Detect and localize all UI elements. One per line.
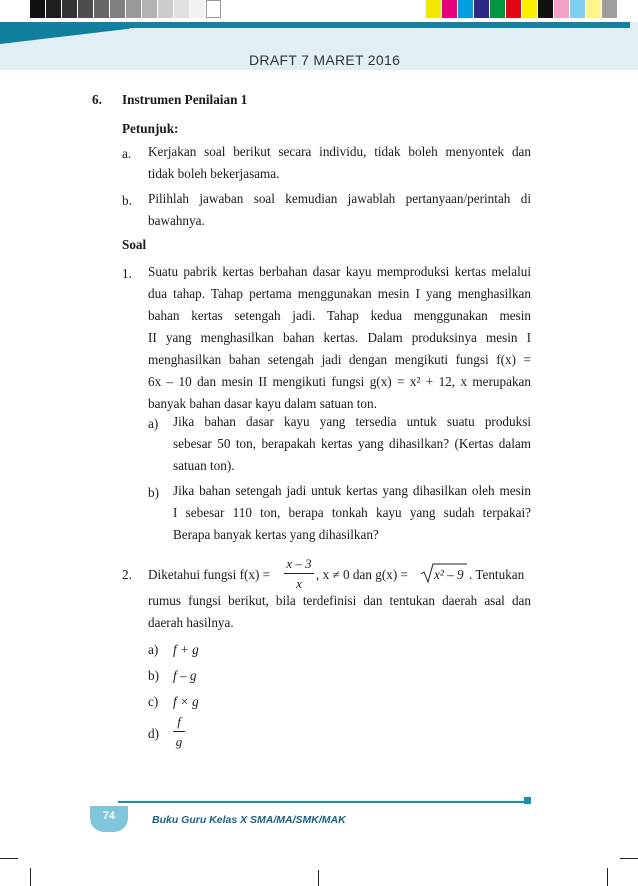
option-expression: f – g (173, 668, 197, 683)
question-2-mid: , x ≠ 0 dan g(x) = (316, 567, 408, 582)
question-1-body (148, 261, 531, 415)
text-line: 6x – 10 dan mesin II mengikuti fungsi g(x) = x² + 12, x merupakan (148, 374, 531, 389)
option-expression: f × g (173, 694, 199, 709)
text-line: Pilihlah jawaban soal kemudian jawablah pertanyaan/perintah di (148, 191, 531, 206)
text-line: sebesar 50 ton, berapakah kertas yang dihasilkan? (Kertas dalam (173, 436, 531, 451)
option-marker: c) (148, 694, 159, 709)
sub-question-marker: b) (148, 485, 159, 500)
question-number: 2. (122, 567, 132, 582)
question-2-lead: Diketahui fungsi f(x) = (148, 567, 271, 582)
option-marker: a) (148, 642, 159, 657)
question-1b (173, 480, 531, 546)
option-expression: f + g (173, 642, 199, 657)
footer-rule (118, 801, 526, 803)
text-line: bawahnya. (148, 213, 205, 228)
text-line: Berapa banyak kertas yang dihasilkan? (173, 527, 379, 542)
fraction-denominator: g (175, 734, 183, 749)
fraction-bar (173, 731, 185, 732)
fraction-denominator: x (296, 576, 302, 591)
question-2-tail: . Tentukan (469, 567, 525, 582)
draft-label: DRAFT 7 MARET 2016 (249, 52, 401, 68)
questions-label: Soal (122, 237, 147, 252)
footer-dot (524, 797, 531, 804)
instruction-a (148, 141, 531, 185)
question-2-body (148, 590, 531, 634)
sqrt-radicand: x² – 9 (434, 567, 464, 582)
section-number: 6. (92, 92, 102, 107)
text-line: menghasilkan bahan setengah jadi dengan mengikuti fungsi f(x) = (148, 352, 531, 367)
text-line: bahan kertas setengah jadi. Tahap kedua menggunakan mesin (148, 308, 531, 323)
instruction-b (148, 188, 531, 232)
fraction-bar (284, 573, 314, 574)
text-line: Kerjakan soal berikut secara individu, tidak boleh menyontek dan (148, 144, 531, 159)
text-line: tidak boleh bekerjasama. (148, 166, 280, 181)
text-line: rumus fungsi berikut, bila terdefinisi dan tentukan daerah asal dan (148, 593, 531, 608)
option-marker: d) (148, 726, 159, 741)
text-line: Jika bahan setengah jadi untuk kertas yang dihasilkan oleh mesin (173, 483, 531, 498)
text-line: Jika bahan dasar kayu yang tersedia untuk suatu produksi (173, 414, 531, 429)
text-line: banyak bahan dasar kayu dalam satuan ton. (148, 396, 377, 411)
sub-question-marker: a) (148, 416, 159, 431)
section-title: Instrumen Penilaian 1 (122, 92, 248, 107)
page-number: 74 (102, 810, 116, 822)
header-rule (30, 22, 630, 28)
fraction-numerator: x – 3 (286, 556, 312, 571)
instruction-marker: a. (122, 146, 132, 161)
instructions-label: Petunjuk: (122, 121, 179, 136)
question-number: 1. (122, 266, 132, 281)
text-line: II yang menghasilkan bahan kertas. Dalam produksinya mesin I (148, 330, 531, 345)
book-title: Buku Guru Kelas X SMA/MA/SMK/MAK (152, 814, 346, 826)
fraction-numerator: f (177, 714, 181, 729)
text-line: dua tahap. Tahap pertama menggunakan mesin I yang menghasilkan (148, 286, 531, 301)
text-line: Suatu pabrik kertas berbahan dasar kayu memproduksi kertas melalui (148, 264, 531, 279)
instruction-marker: b. (122, 193, 132, 208)
text-line: satuan ton). (173, 458, 235, 473)
text-line: I sebesar 110 ton, berapa tonkah kayu yang sudah terpakai? (173, 505, 531, 520)
question-1a (173, 411, 531, 477)
option-marker: b) (148, 668, 159, 683)
text-line: daerah hasilnya. (148, 615, 234, 630)
